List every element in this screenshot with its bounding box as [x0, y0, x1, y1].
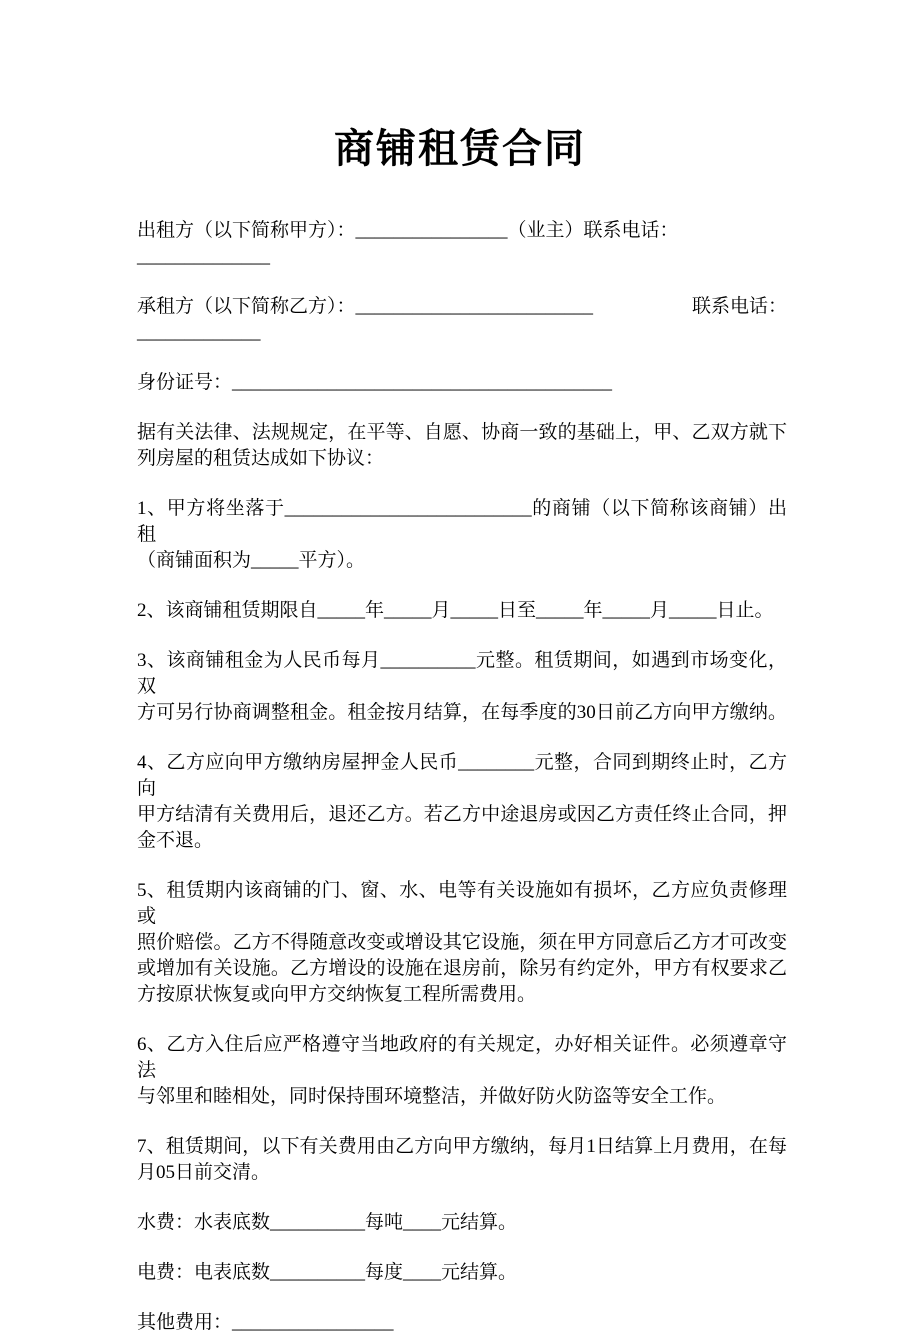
document-line: 或增加有关设施。乙方增设的设施在退房前，除另有约定外，甲方有权要求乙	[137, 958, 787, 979]
document-line: （商铺面积为_____平方）。	[137, 550, 366, 571]
document-line: ______________	[137, 246, 270, 267]
paragraph-14	[137, 1310, 787, 1336]
paragraph-12	[137, 1210, 787, 1236]
document-line: 4、乙方应向甲方缴纳房屋押金人民币________元整，合同到期终止时，乙方向	[137, 752, 787, 799]
paragraph-8	[137, 750, 787, 854]
paragraph-9	[137, 878, 787, 1008]
document-line: 水费：水表底数__________每吨____元结算。	[137, 1212, 518, 1233]
document-line: 月05日前交清。	[137, 1162, 271, 1183]
paragraph-11	[137, 1134, 787, 1186]
document-line: 电费：电表底数__________每度____元结算。	[137, 1262, 518, 1283]
document-line: 列房屋的租赁达成如下协议：	[137, 448, 385, 469]
document-line: _____________	[137, 322, 261, 343]
paragraph-13	[137, 1260, 787, 1286]
line-left-text: 承租方（以下简称乙方）：_________________________	[137, 296, 594, 317]
document-body	[137, 218, 787, 1336]
document-line: 方可另行协商调整租金。租金按月结算，在每季度的30日前乙方向甲方缴纳。	[137, 702, 787, 723]
document-title: 商铺租赁合同	[334, 126, 586, 171]
document-line	[137, 294, 787, 320]
paragraph-6	[137, 598, 787, 624]
document-line: 3、该商铺租金为人民币每月__________元整。租赁期间，如遇到市场变化，双	[137, 650, 787, 697]
document-line: 5、租赁期内该商铺的门、窗、水、电等有关设施如有损坏，乙方应负责修理或	[137, 880, 787, 927]
document-line: 金不退。	[137, 830, 214, 851]
document-line: 出租方（以下简称甲方）：________________（业主）联系电话：	[137, 220, 679, 241]
document-line: 1、甲方将坐落于__________________________的商铺（以下简称该商铺）出租	[137, 498, 787, 545]
paragraph-1	[137, 218, 787, 270]
document-line: 与邻里和睦相处，同时保持围环境整洁，并做好防火防盗等安全工作。	[137, 1086, 727, 1107]
paragraph-3	[137, 370, 787, 396]
paragraph-2	[137, 294, 787, 346]
document-line: 6、乙方入住后应严格遵守当地政府的有关规定，办好相关证件。必须遵章守法	[137, 1034, 787, 1081]
paragraph-5	[137, 496, 787, 574]
line-right-text: 联系电话：	[691, 296, 787, 317]
document-line: 2、该商铺租赁期限自_____年_____月_____日至_____年_____月_____日止。	[137, 600, 774, 621]
document-line: 7、租赁期间，以下有关费用由乙方向甲方缴纳，每月1日结算上月费用，在每	[137, 1136, 787, 1157]
paragraph-4	[137, 420, 787, 472]
document-line: 照价赔偿。乙方不得随意改变或增设其它设施，须在甲方同意后乙方才可改变	[137, 932, 787, 953]
document-line: 身份证号：________________________________________	[137, 372, 613, 393]
document-line: 方按原状恢复或向甲方交纳恢复工程所需费用。	[137, 984, 537, 1005]
paragraph-7	[137, 648, 787, 726]
document-line: 据有关法律、法规规定，在平等、自愿、协商一致的基础上，甲、乙双方就下	[137, 422, 787, 443]
document-line: 其他费用：_________________	[137, 1312, 394, 1333]
document-line: 甲方结清有关费用后，退还乙方。若乙方中途退房或因乙方责任终止合同，押	[137, 804, 787, 825]
paragraph-10	[137, 1032, 787, 1110]
